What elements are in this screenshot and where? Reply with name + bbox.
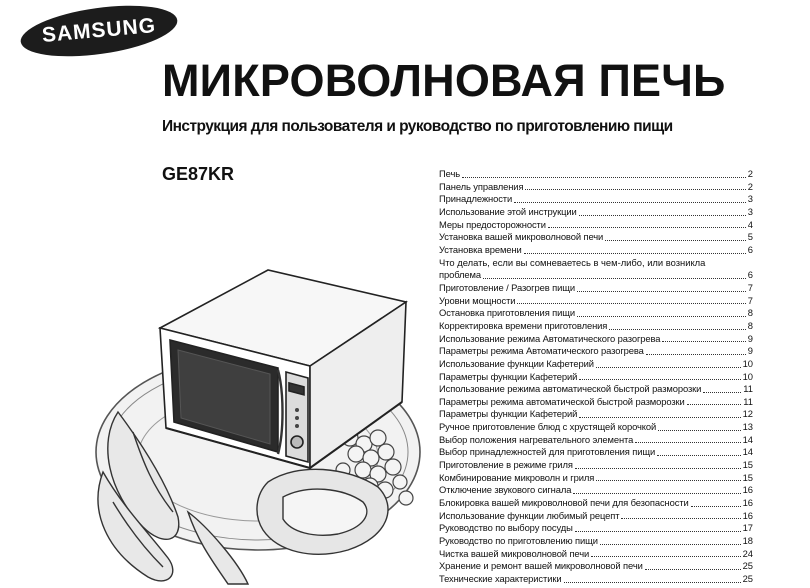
toc-leader xyxy=(600,544,741,545)
toc-row-cleaning xyxy=(439,548,753,561)
toc-row-stop-cooking xyxy=(439,307,753,320)
toc-page: 5 xyxy=(747,231,753,243)
toc-row-adjust-time xyxy=(439,320,753,333)
toc-label: Блокировка вашей микроволновой печи для безопасности xyxy=(439,497,689,509)
toc-label: Установка времени xyxy=(439,243,522,255)
toc-label: Использование режима автоматической быстрой разморозки xyxy=(439,383,702,395)
toc-page: 10 xyxy=(742,370,753,382)
toc-leader xyxy=(483,278,746,279)
toc-row-combination xyxy=(439,472,753,485)
toc-row-panel xyxy=(439,181,753,194)
logo-wordmark: SAMSUNG xyxy=(40,14,157,47)
toc-leader xyxy=(517,303,745,304)
toc-label: Отключение звукового сигнала xyxy=(439,484,572,496)
toc-label: Что делать, если вы сомневаетесь в чем-либо, или возникла xyxy=(439,256,706,268)
toc-leader xyxy=(575,468,741,469)
table-of-contents xyxy=(439,168,753,586)
toc-label: Руководство по выбору посуды xyxy=(439,522,573,534)
toc-page: 12 xyxy=(742,408,753,420)
toc-leader xyxy=(691,506,741,507)
toc-page: 6 xyxy=(747,243,753,255)
samsung-logo xyxy=(18,4,180,58)
toc-row-beep-off xyxy=(439,484,753,497)
toc-page: 17 xyxy=(742,522,753,534)
toc-row-cooking-guide xyxy=(439,535,753,548)
toc-page: 18 xyxy=(742,535,753,547)
toc-label: Параметры функции Кафетерий xyxy=(439,370,578,382)
toc-leader xyxy=(658,430,740,431)
toc-label: Уровни мощности xyxy=(439,294,516,306)
toc-leader xyxy=(703,392,741,393)
toc-leader xyxy=(579,215,746,216)
toc-row-cafeteria xyxy=(439,358,753,371)
toc-label: Чистка вашей микроволновой печи xyxy=(439,547,590,559)
toc-page: 6 xyxy=(747,269,753,281)
page-title: МИКРОВОЛНОВАЯ ПЕЧЬ xyxy=(162,55,726,106)
toc-label: Установка вашей микроволновой печи xyxy=(439,231,604,243)
toc-row-choose-accessories xyxy=(439,446,753,459)
toc-row-auto-reheat-params xyxy=(439,345,753,358)
toc-leader xyxy=(609,329,746,330)
toc-page: 3 xyxy=(747,205,753,217)
toc-leader xyxy=(596,480,740,481)
toc-label: Руководство по приготовлению пищи xyxy=(439,535,598,547)
toc-page: 24 xyxy=(742,547,753,559)
toc-label-continued: проблема xyxy=(439,269,481,281)
toc-leader xyxy=(635,442,740,443)
toc-leader xyxy=(621,518,740,519)
toc-row-specs xyxy=(439,573,753,586)
toc-page: 11 xyxy=(743,395,753,407)
toc-row-storage-repair xyxy=(439,560,753,573)
toc-leader xyxy=(577,291,746,292)
toc-row-favorite xyxy=(439,510,753,523)
toc-label: Панель управления xyxy=(439,180,524,192)
toc-row-troubleshooting xyxy=(439,257,753,282)
toc-leader xyxy=(657,455,740,456)
toc-row-auto-defrost-params xyxy=(439,396,753,409)
toc-leader xyxy=(575,531,741,532)
toc-leader xyxy=(579,417,740,418)
toc-row-cafeteria-params xyxy=(439,371,753,384)
toc-page: 25 xyxy=(742,560,753,572)
toc-leader xyxy=(645,569,741,570)
toc-page: 25 xyxy=(742,573,753,584)
toc-leader xyxy=(596,367,741,368)
toc-label: Параметры режима Автоматического разогрева xyxy=(439,345,644,357)
toc-label: Комбинирование микроволн и гриля xyxy=(439,471,595,483)
toc-label: Корректировка времени приготовления xyxy=(439,319,608,331)
toc-leader xyxy=(462,177,746,178)
toc-page: 8 xyxy=(747,319,753,331)
toc-page: 14 xyxy=(742,446,753,458)
toc-page: 7 xyxy=(747,281,753,293)
toc-leader xyxy=(687,404,742,405)
toc-label: Приготовление / Разогрев пищи xyxy=(439,281,575,293)
toc-row-set-time xyxy=(439,244,753,257)
toc-label: Параметры режима автоматической быстрой разморозки xyxy=(439,395,685,407)
toc-label: Принадлежности xyxy=(439,193,513,205)
toc-label: Выбор принадлежностей для приготовления пищи xyxy=(439,446,656,458)
toc-label: Приготовление в режиме гриля xyxy=(439,459,573,471)
page-subtitle: Инструкция для пользователя и руководство по приготовлению пищи xyxy=(162,118,673,135)
toc-label: Хранение и ремонт вашей микроволновой печи xyxy=(439,560,643,572)
toc-leader xyxy=(524,253,746,254)
toc-row-installation xyxy=(439,231,753,244)
toc-row-grill xyxy=(439,459,753,472)
toc-label: Использование функции Кафетерий xyxy=(439,357,594,369)
toc-row-auto-reheat xyxy=(439,333,753,346)
toc-row-cooking xyxy=(439,282,753,295)
toc-page: 15 xyxy=(742,459,753,471)
toc-leader xyxy=(646,354,746,355)
toc-page: 10 xyxy=(742,357,753,369)
toc-page: 16 xyxy=(742,484,753,496)
toc-label: Выбор положения нагревательного элемента xyxy=(439,433,634,445)
toc-row-power-levels xyxy=(439,295,753,308)
toc-page: 13 xyxy=(742,421,753,433)
toc-leader xyxy=(662,341,745,342)
toc-row-cafeteria-params-2 xyxy=(439,408,753,421)
toc-label: Использование режима Автоматического разогрева xyxy=(439,332,661,344)
toc-page: 2 xyxy=(747,180,753,192)
toc-page: 15 xyxy=(742,471,753,483)
toc-label: Использование функции любимый рецепт xyxy=(439,509,620,521)
toc-row-safety xyxy=(439,219,753,232)
microwave-illustration xyxy=(88,262,440,588)
toc-label: Печь xyxy=(439,168,461,179)
toc-label: Параметры функции Кафетерий xyxy=(439,408,578,420)
toc-page: 3 xyxy=(747,193,753,205)
toc-leader xyxy=(579,379,740,380)
toc-page: 14 xyxy=(742,433,753,445)
toc-page: 16 xyxy=(742,497,753,509)
toc-row-auto-defrost xyxy=(439,383,753,396)
toc-page: 7 xyxy=(747,294,753,306)
toc-page: 4 xyxy=(747,218,753,230)
toc-leader xyxy=(573,493,740,494)
toc-page: 2 xyxy=(747,168,753,179)
toc-label: Ручное приготовление блюд с хрустящей корочкой xyxy=(439,421,657,433)
steak-icon xyxy=(257,469,388,554)
toc-label: Технические характеристики xyxy=(439,573,562,584)
toc-row-cookware xyxy=(439,522,753,535)
toc-leader xyxy=(525,189,745,190)
toc-page: 16 xyxy=(742,509,753,521)
toc-label: Остановка приготовления пищи xyxy=(439,307,576,319)
toc-row-heating-element xyxy=(439,434,753,447)
toc-leader xyxy=(564,582,741,583)
toc-leader xyxy=(548,227,746,228)
toc-label: Использование этой инструкции xyxy=(439,205,577,217)
toc-leader xyxy=(514,202,746,203)
toc-label: Меры предосторожности xyxy=(439,218,546,230)
model-number: GE87KR xyxy=(162,164,235,184)
toc-row-safety-lock xyxy=(439,497,753,510)
toc-leader xyxy=(605,240,746,241)
toc-page: 11 xyxy=(743,383,753,395)
toc-page: 8 xyxy=(747,307,753,319)
toc-row-crusty xyxy=(439,421,753,434)
toc-row-accessories xyxy=(439,193,753,206)
toc-leader xyxy=(591,556,740,557)
toc-leader xyxy=(577,316,746,317)
toc-row-using-manual xyxy=(439,206,753,219)
toc-row-pech xyxy=(439,168,753,181)
toc-page: 9 xyxy=(747,332,753,344)
toc-page: 9 xyxy=(747,345,753,357)
